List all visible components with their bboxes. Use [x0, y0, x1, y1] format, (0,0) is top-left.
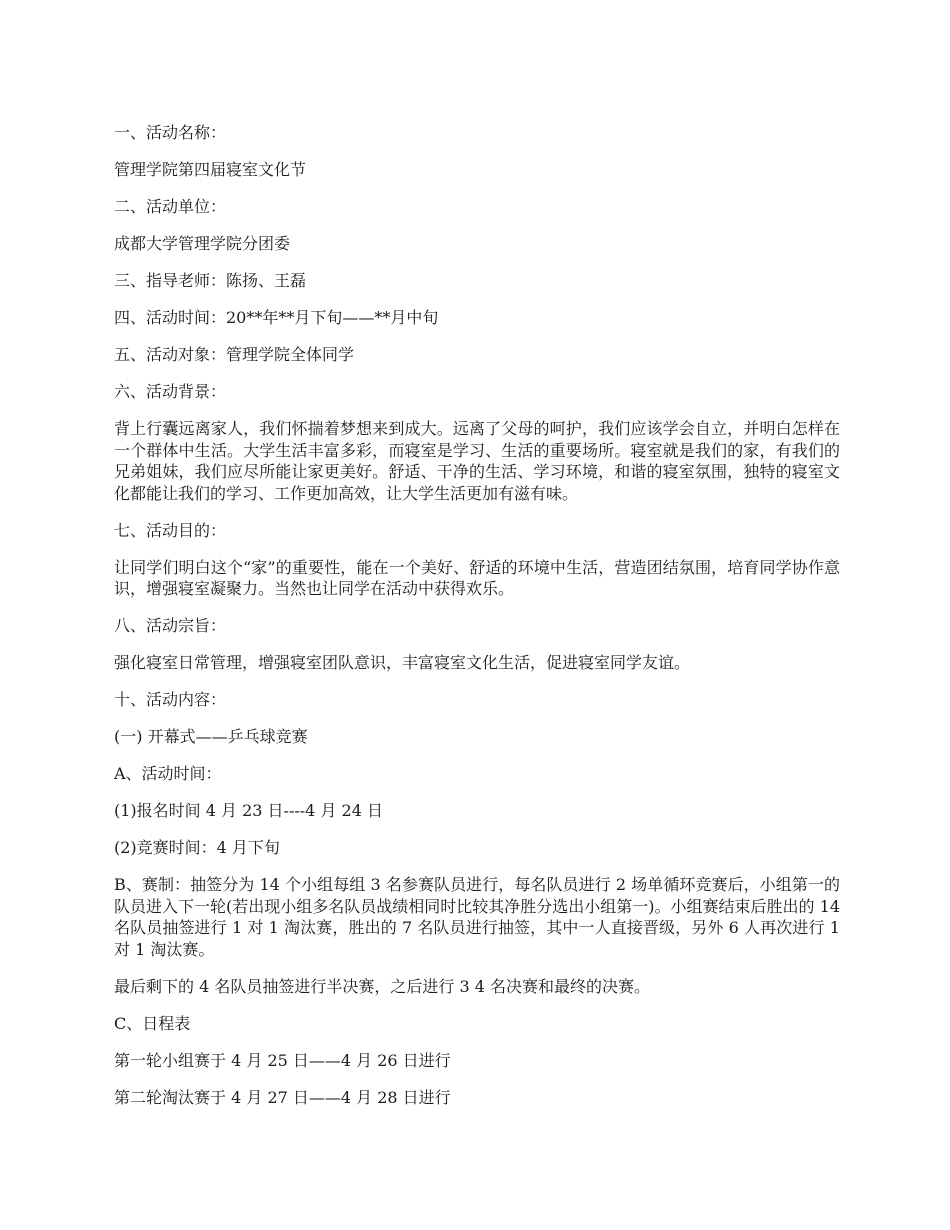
competition-rules-paragraph: B、赛制：抽签分为 14 个小组每组 3 名参赛队员进行，每名队员进行 2 场单循环竞赛后，小组第一的队员进入下一轮(若出现小组多名队员战绩相同时比较其净胜分选出小组第一)。小组赛结束后胜出的 14 名队员抽签进行 1 对 1 淘汰赛，胜出的 7 名队员进行抽签，其中一人直接晋级，另外 6 人再次进行 1 对 1 淘汰赛。 [114, 875, 840, 959]
activity-name-text: 管理学院第四届寝室文化节 [114, 160, 307, 179]
opening-ceremony-line: (一) 开幕式——乒乓球竞赛 [114, 727, 308, 746]
final-rounds-paragraph: 最后剩下的 4 名队员抽签进行半决赛，之后进行 3 4 名决赛和最终的决赛。 [114, 976, 650, 996]
competition-time-line: (2)竞赛时间：4 月下旬 [114, 838, 280, 857]
activity-time-line: 四、活动时间：20**年**月下旬——**月中旬 [114, 308, 439, 327]
schedule-round-two: 第二轮淘汰赛于 4 月 27 日——4 月 28 日进行 [114, 1087, 451, 1107]
heading-background: 六、活动背景： [114, 382, 227, 401]
heading-activity-unit: 二、活动单位： [114, 197, 227, 216]
activity-target-line: 五、活动对象：管理学院全体同学 [114, 345, 355, 364]
heading-activity-name: 一、活动名称： [114, 123, 227, 142]
heading-purpose: 七、活动目的： [114, 520, 227, 540]
document-page [114, 122, 840, 1124]
section-a-time: A、活动时间： [114, 764, 222, 783]
activity-unit-text: 成都大学管理学院分团委 [114, 234, 291, 253]
schedule-round-one: 第一轮小组赛于 4 月 25 日——4 月 26 日进行 [114, 1050, 451, 1070]
heading-content: 十、活动内容： [114, 690, 227, 709]
background-paragraph: 背上行囊远离家人，我们怀揣着梦想来到成大。远离了父母的呵护，我们应该学会自立，并明白怎样在一个群体中生活。大学生活丰富多彩，而寝室是学习、生活的重要场所。寝室就是我们的家，有我们的兄弟姐妹，我们应尽所能让家更美好。舒适、干净的生活、学习环境，和谐的寝室氛围，独特的寝室文化都能让我们的学习、工作更加高效，让大学生活更加有滋有味。 [114, 419, 840, 503]
tenet-paragraph: 强化寝室日常管理，增强寝室团队意识，丰富寝室文化生活，促进寝室同学友谊。 [114, 653, 691, 672]
heading-tenet: 八、活动宗旨： [114, 616, 227, 635]
advisor-line: 三、指导老师：陈扬、王磊 [114, 271, 307, 290]
purpose-paragraph: 让同学们明白这个“家”的重要性，能在一个美好、舒适的环境中生活，营造团结氛围，培育同学协作意识，增强寝室凝聚力。当然也让同学在活动中获得欢乐。 [114, 557, 840, 598]
section-c-schedule: C、日程表 [114, 1013, 191, 1033]
registration-time-line: (1)报名时间 4 月 23 日----4 月 24 日 [114, 801, 383, 820]
